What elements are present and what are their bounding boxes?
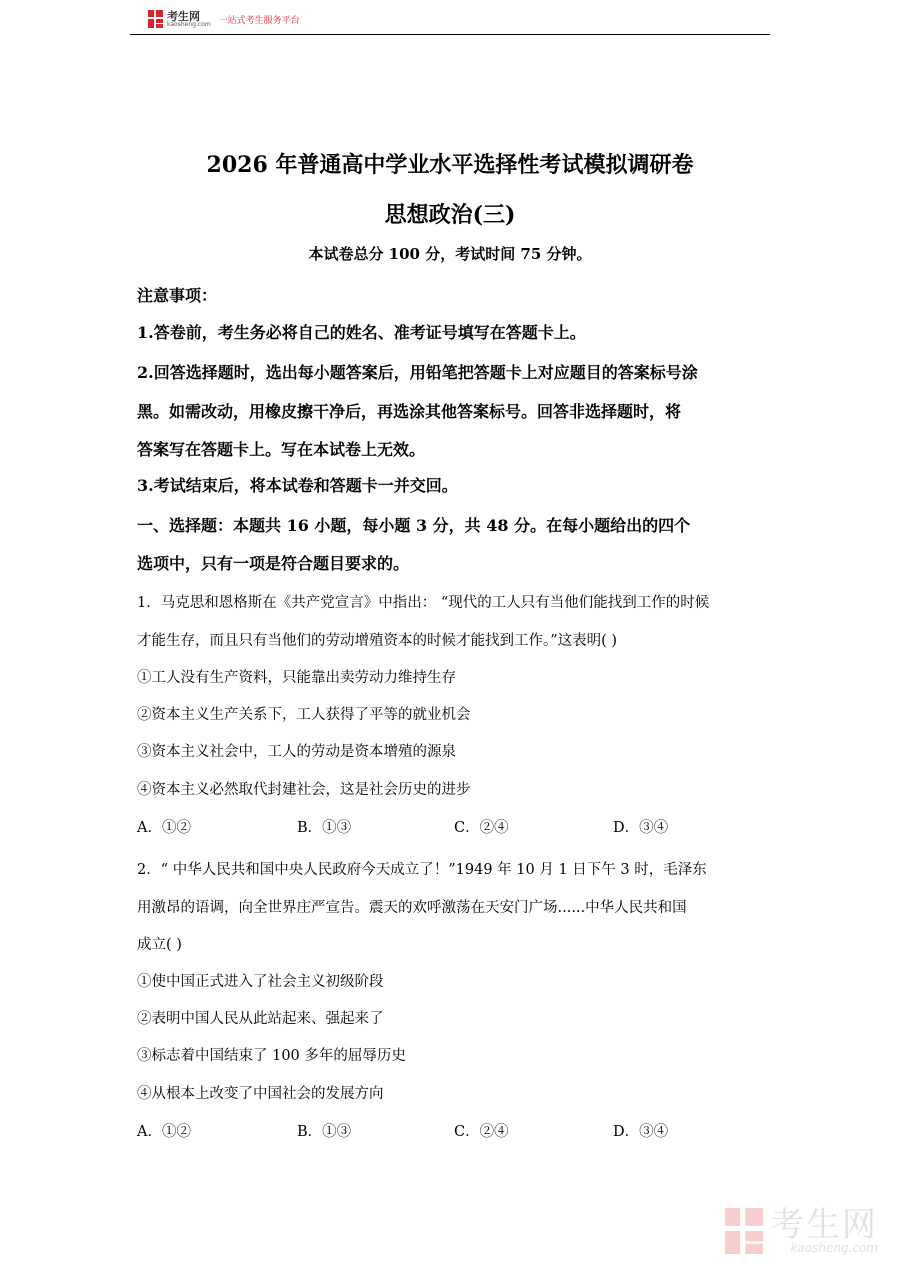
- question-2-stem: 用激昂的语调，向全世界庄严宣告。震天的欢呼激荡在天安门广场......中华人民共和国: [137, 900, 687, 916]
- question-1-statement: ②资本主义生产关系下，工人获得了平等的就业机会: [137, 707, 471, 723]
- exam-title: 2026 年普通高中学业水平选择性考试模拟调研卷: [206, 152, 694, 178]
- notice-heading: 注意事项：: [137, 286, 218, 305]
- option-a[interactable]: A．①②: [137, 1124, 191, 1140]
- question-1-statement: ③资本主义社会中，工人的劳动是资本增殖的源泉: [137, 744, 456, 760]
- question-2-statement: ②表明中国人民从此站起来、强起来了: [137, 1011, 384, 1027]
- watermark-name: 考生网: [770, 1205, 878, 1245]
- notice-line: 1.答卷前，考生务必将自己的姓名、准考证号填写在答题卡上。: [137, 323, 586, 342]
- watermark-domain: kaosheng.com: [790, 1241, 878, 1255]
- option-b[interactable]: B．①③: [297, 1124, 352, 1140]
- question-1-statement: ①工人没有生产资料，只能靠出卖劳动力维持生存: [137, 670, 456, 686]
- question-1-stem: 1．马克思和恩格斯在《共产党宣言》中指出： “现代的工人只有当他们能找到工作的时候: [137, 595, 710, 611]
- notice-line: 答案写在答题卡上。写在本试卷上无效。: [137, 440, 426, 459]
- notice-line: 2.回答选择题时，选出每小题答案后，用铅笔把答题卡上对应题目的答案标号涂: [137, 363, 698, 382]
- subject-title: 思想政治(三): [384, 202, 516, 228]
- header-divider: [130, 34, 770, 35]
- section-heading: 一、选择题：本题共 16 小题，每小题 3 分，共 48 分。在每小题给出的四个: [137, 516, 691, 535]
- watermark: [724, 1205, 878, 1255]
- question-2-stem: 成立( ): [137, 937, 182, 953]
- question-2-statement: ①使中国正式进入了社会主义初级阶段: [137, 974, 384, 990]
- exam-info: 本试卷总分 100 分，考试时间 75 分钟。: [308, 245, 592, 263]
- section-heading: 选项中，只有一项是符合题目要求的。: [137, 554, 410, 573]
- question-2-stem: 2．“ 中华人民共和国中央人民政府今天成立了！”1949 年 10 月 1 日下午 3 时，毛泽东: [137, 862, 707, 878]
- question-1-stem: 才能生存，而且只有当他们的劳动增殖资本的时候才能找到工作。”这表明( ): [137, 633, 618, 649]
- notice-line: 3.考试结束后，将本试卷和答题卡一并交回。: [137, 476, 458, 495]
- kaosheng-logo-icon: [148, 10, 163, 28]
- logo-slogan: 一站式考生服务平台: [218, 15, 300, 26]
- option-c[interactable]: C．②④: [454, 820, 509, 836]
- logo-name: 考生网: [167, 9, 200, 23]
- notice-line: 黑。如需改动，用橡皮擦干净后，再选涂其他答案标号。回答非选择题时，将: [137, 402, 682, 421]
- option-d[interactable]: D．③④: [613, 1124, 669, 1140]
- watermark-logo-icon: [724, 1208, 764, 1254]
- option-d[interactable]: D．③④: [613, 820, 669, 836]
- option-c[interactable]: C．②④: [454, 1124, 509, 1140]
- option-b[interactable]: B．①③: [297, 820, 352, 836]
- question-2-statement: ③标志着中国结束了 100 多年的屈辱历史: [137, 1048, 406, 1064]
- question-2-statement: ④从根本上改变了中国社会的发展方向: [137, 1086, 384, 1102]
- question-1-statement: ④资本主义必然取代封建社会，这是社会历史的进步: [137, 782, 471, 798]
- option-a[interactable]: A．①②: [137, 820, 191, 836]
- logo-domain: kaosheng.com: [167, 20, 211, 28]
- site-logo[interactable]: [148, 7, 300, 31]
